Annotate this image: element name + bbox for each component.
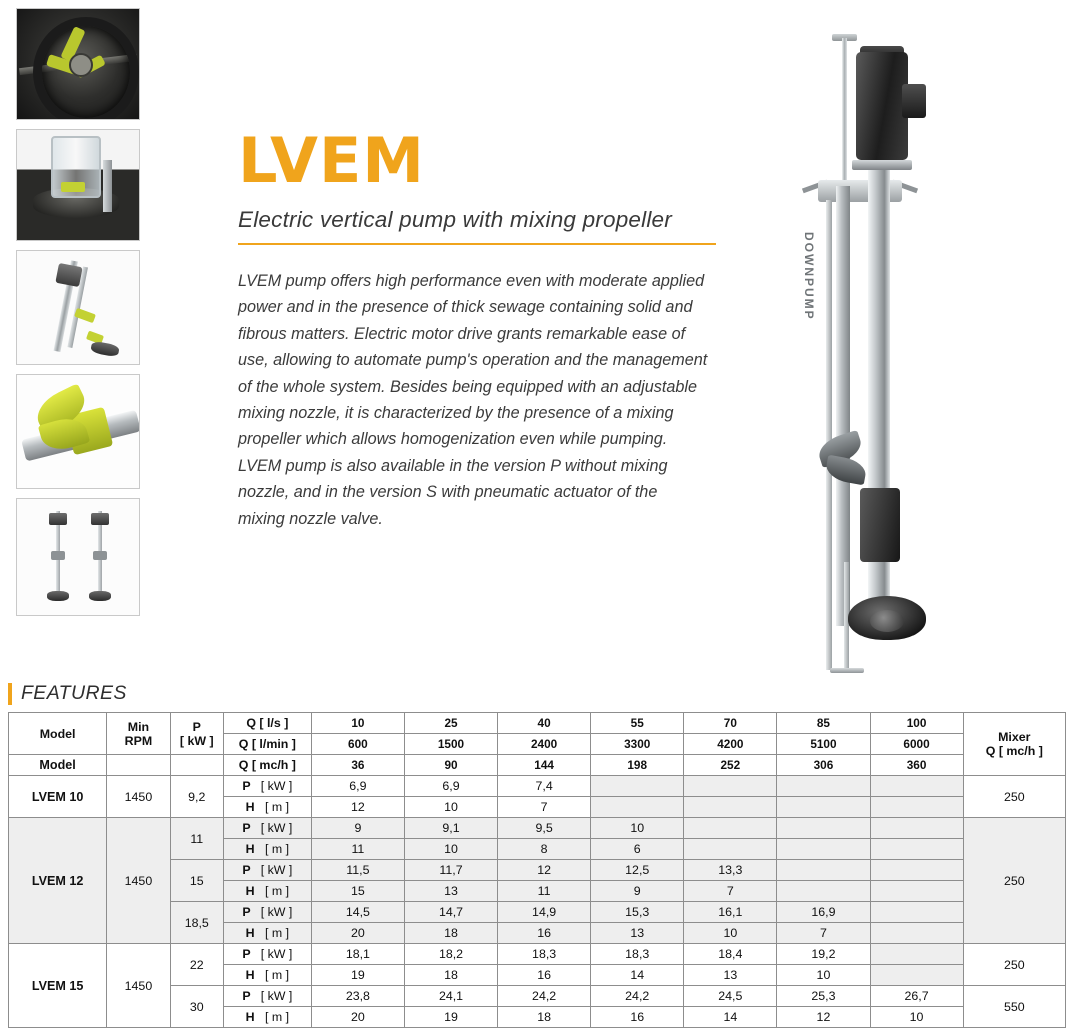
q-lmin-value: 3300 bbox=[591, 734, 684, 755]
cell-h: 13 bbox=[591, 923, 684, 944]
cell-p-empty bbox=[777, 776, 870, 797]
cell-h: 20 bbox=[311, 1007, 404, 1028]
cell-h: 11 bbox=[311, 839, 404, 860]
cell-h: 10 bbox=[684, 923, 777, 944]
row-model: LVEM 10 bbox=[9, 776, 107, 818]
row-label-p-unit: [ kW ] bbox=[260, 863, 293, 877]
cell-p-empty bbox=[777, 818, 870, 839]
table-row bbox=[9, 944, 1066, 965]
cell-p: 18,3 bbox=[498, 944, 591, 965]
product-title: LVEM bbox=[238, 124, 426, 197]
row-label-h-unit: [ m ] bbox=[264, 1010, 290, 1024]
row-label-p: P [ kW ] bbox=[223, 986, 311, 1007]
row-label-p: P [ kW ] bbox=[223, 860, 311, 881]
header-min-rpm bbox=[107, 713, 170, 755]
product-subtitle: Electric vertical pump with mixing propeller bbox=[238, 207, 672, 232]
cell-h: 15 bbox=[311, 881, 404, 902]
q-mch-value: 144 bbox=[498, 755, 591, 776]
thumb-green-propeller[interactable] bbox=[16, 374, 140, 489]
terminal-box bbox=[902, 84, 926, 118]
cell-h-empty bbox=[777, 881, 870, 902]
support-foot bbox=[830, 668, 864, 673]
row-power-rating: 30 bbox=[170, 986, 223, 1028]
cell-h: 19 bbox=[311, 965, 404, 986]
cell-p: 6,9 bbox=[311, 776, 404, 797]
pump-suction-inlet bbox=[870, 610, 904, 632]
cell-p: 19,2 bbox=[777, 944, 870, 965]
q-ls-value: 25 bbox=[404, 713, 497, 734]
pump-mid-fitting bbox=[51, 551, 65, 560]
row-label-p: P [ kW ] bbox=[223, 818, 311, 839]
row-label-h-unit: [ m ] bbox=[264, 842, 290, 856]
cell-h: 10 bbox=[404, 797, 497, 818]
table-row bbox=[9, 776, 1066, 797]
row-label-p: P [ kW ] bbox=[223, 776, 311, 797]
q-ls-value: 55 bbox=[591, 713, 684, 734]
cell-h: 12 bbox=[311, 797, 404, 818]
cell-p: 24,1 bbox=[404, 986, 497, 1007]
pump-base bbox=[89, 591, 111, 601]
q-ls-value: 85 bbox=[777, 713, 870, 734]
q-lmin-value: 5100 bbox=[777, 734, 870, 755]
row-label-p-unit: [ kW ] bbox=[260, 905, 293, 919]
cell-p: 24,5 bbox=[684, 986, 777, 1007]
cell-mixer: 250 bbox=[963, 818, 1065, 944]
side-pipe bbox=[103, 160, 112, 212]
mixing-nozzle bbox=[860, 488, 900, 562]
thumb-pump-pair[interactable] bbox=[16, 498, 140, 616]
cell-p-empty bbox=[684, 776, 777, 797]
cell-h: 18 bbox=[404, 923, 497, 944]
propeller-blade bbox=[824, 455, 868, 486]
row-label-h-unit: [ m ] bbox=[264, 800, 290, 814]
cell-mixer: 550 bbox=[963, 986, 1065, 1028]
header-mixer-line1: Mixer bbox=[998, 730, 1031, 744]
thumb-pump-head[interactable] bbox=[16, 129, 140, 241]
header-q-ls: Q [ l/s ] bbox=[223, 713, 311, 734]
header-q-lmin: Q [ l/min ] bbox=[223, 734, 311, 755]
q-lmin-value: 600 bbox=[311, 734, 404, 755]
header-power bbox=[170, 713, 223, 755]
pump-head bbox=[49, 513, 67, 525]
cell-p: 16,9 bbox=[777, 902, 870, 923]
cell-p: 12 bbox=[498, 860, 591, 881]
cell-p: 6,9 bbox=[404, 776, 497, 797]
row-label-h: H [ m ] bbox=[223, 839, 311, 860]
thumb-impeller-closeup[interactable] bbox=[16, 8, 140, 120]
pump-unit bbox=[85, 511, 115, 603]
cell-p: 23,8 bbox=[311, 986, 404, 1007]
cell-p: 18,2 bbox=[404, 944, 497, 965]
cell-mixer: 250 bbox=[963, 944, 1065, 986]
photo-background bbox=[17, 499, 139, 615]
pump-mid-fitting bbox=[93, 551, 107, 560]
row-label-h: H [ m ] bbox=[223, 923, 311, 944]
header-min-rpm-line2: RPM bbox=[124, 733, 153, 748]
cell-p-empty bbox=[684, 818, 777, 839]
q-mch-value: 90 bbox=[404, 755, 497, 776]
cell-h: 6 bbox=[591, 839, 684, 860]
cell-h: 7 bbox=[777, 923, 870, 944]
cell-p: 14,7 bbox=[404, 902, 497, 923]
q-mch-value: 360 bbox=[870, 755, 963, 776]
cell-p-empty bbox=[870, 776, 963, 797]
row-model: LVEM 15 bbox=[9, 944, 107, 1028]
features-accent-tick bbox=[8, 683, 12, 705]
row-label-p-unit: [ kW ] bbox=[260, 821, 293, 835]
specification-table bbox=[8, 712, 1066, 1028]
row-power-rating: 15 bbox=[170, 860, 223, 902]
row-power-rating: 11 bbox=[170, 818, 223, 860]
upper-shaft bbox=[842, 38, 847, 188]
q-mch-value: 36 bbox=[311, 755, 404, 776]
q-mch-value: 252 bbox=[684, 755, 777, 776]
cell-h: 19 bbox=[404, 1007, 497, 1028]
cell-h: 13 bbox=[684, 965, 777, 986]
header-q-mch: Q [ mc/h ] bbox=[223, 755, 311, 776]
electric-motor bbox=[856, 52, 908, 160]
cell-p: 11,5 bbox=[311, 860, 404, 881]
cell-h: 14 bbox=[591, 965, 684, 986]
row-label-h: H [ m ] bbox=[223, 1007, 311, 1028]
cell-h: 16 bbox=[498, 965, 591, 986]
q-mch-value: 306 bbox=[777, 755, 870, 776]
product-photo-main bbox=[760, 10, 1060, 690]
cell-h: 20 bbox=[311, 923, 404, 944]
green-nozzle bbox=[61, 182, 85, 192]
row-rpm: 1450 bbox=[107, 944, 170, 1028]
header-p-spacer bbox=[170, 755, 223, 776]
brand-vertical-label: DOWNPUMP bbox=[802, 232, 816, 321]
row-label-p-unit: [ kW ] bbox=[260, 779, 293, 793]
cell-h: 10 bbox=[777, 965, 870, 986]
thumb-full-pump[interactable] bbox=[16, 250, 140, 365]
row-label-p-unit: [ kW ] bbox=[260, 947, 293, 961]
cell-h-empty bbox=[684, 797, 777, 818]
cell-p: 15,3 bbox=[591, 902, 684, 923]
features-header bbox=[8, 682, 127, 705]
cell-h-empty bbox=[777, 839, 870, 860]
mixing-propeller bbox=[818, 430, 874, 490]
table-header-row-3 bbox=[9, 755, 1066, 776]
header-power-line2: [ kW ] bbox=[179, 733, 214, 748]
cell-h: 7 bbox=[498, 797, 591, 818]
cell-h: 18 bbox=[498, 1007, 591, 1028]
header-model-label: Model bbox=[9, 755, 107, 776]
cell-h-empty bbox=[870, 839, 963, 860]
cell-p: 16,1 bbox=[684, 902, 777, 923]
row-model: LVEM 12 bbox=[9, 818, 107, 944]
secondary-column bbox=[836, 186, 850, 626]
thumbnail-gallery bbox=[16, 8, 140, 625]
cell-p: 18,1 bbox=[311, 944, 404, 965]
cell-p: 11,7 bbox=[404, 860, 497, 881]
row-label-h: H [ m ] bbox=[223, 797, 311, 818]
cell-h: 7 bbox=[684, 881, 777, 902]
cell-h-empty bbox=[870, 923, 963, 944]
row-label-h-unit: [ m ] bbox=[264, 968, 290, 982]
cell-h: 9 bbox=[591, 881, 684, 902]
cell-p-empty bbox=[870, 944, 963, 965]
cell-h: 10 bbox=[870, 1007, 963, 1028]
cell-h-empty bbox=[870, 797, 963, 818]
q-ls-value: 70 bbox=[684, 713, 777, 734]
row-power-rating: 9,2 bbox=[170, 776, 223, 818]
cell-p: 9 bbox=[311, 818, 404, 839]
cell-p: 26,7 bbox=[870, 986, 963, 1007]
cell-p-empty bbox=[591, 776, 684, 797]
row-label-h: H [ m ] bbox=[223, 881, 311, 902]
pump-base bbox=[47, 591, 69, 601]
cell-p: 10 bbox=[591, 818, 684, 839]
cell-h: 8 bbox=[498, 839, 591, 860]
row-label-h-unit: [ m ] bbox=[264, 926, 290, 940]
q-lmin-value: 1500 bbox=[404, 734, 497, 755]
header-mixer-line2: Q [ mc/h ] bbox=[985, 744, 1043, 758]
cell-p: 24,2 bbox=[591, 986, 684, 1007]
cell-h-empty bbox=[777, 797, 870, 818]
header-mixer bbox=[963, 713, 1065, 776]
cell-p: 9,1 bbox=[404, 818, 497, 839]
cell-p: 9,5 bbox=[498, 818, 591, 839]
row-rpm: 1450 bbox=[107, 776, 170, 818]
cell-p: 12,5 bbox=[591, 860, 684, 881]
cell-p: 14,9 bbox=[498, 902, 591, 923]
q-ls-value: 40 bbox=[498, 713, 591, 734]
row-label-p-unit: [ kW ] bbox=[260, 989, 293, 1003]
cell-h: 10 bbox=[404, 839, 497, 860]
cell-h: 18 bbox=[404, 965, 497, 986]
features-title: FEATURES bbox=[21, 682, 127, 704]
impeller-hub bbox=[69, 53, 93, 77]
table-body bbox=[9, 776, 1066, 1028]
table-header-row-1 bbox=[9, 713, 1066, 734]
cell-h-empty bbox=[870, 965, 963, 986]
header-model: Model bbox=[9, 713, 107, 755]
cell-p-empty bbox=[777, 860, 870, 881]
title-divider bbox=[238, 243, 716, 245]
row-label-h: H [ m ] bbox=[223, 965, 311, 986]
cell-h: 14 bbox=[684, 1007, 777, 1028]
row-power-rating: 18,5 bbox=[170, 902, 223, 944]
motor-flange bbox=[852, 160, 912, 170]
row-power-rating: 22 bbox=[170, 944, 223, 986]
cell-p: 13,3 bbox=[684, 860, 777, 881]
cell-p: 18,3 bbox=[591, 944, 684, 965]
cell-h: 11 bbox=[498, 881, 591, 902]
cell-p-empty bbox=[870, 860, 963, 881]
q-mch-value: 198 bbox=[591, 755, 684, 776]
cell-p-empty bbox=[870, 818, 963, 839]
cell-p: 7,4 bbox=[498, 776, 591, 797]
cell-mixer: 250 bbox=[963, 776, 1065, 818]
header-rpm-spacer bbox=[107, 755, 170, 776]
cell-p: 18,4 bbox=[684, 944, 777, 965]
cell-h-empty bbox=[684, 839, 777, 860]
product-description: LVEM pump offers high performance even with moderate applied power and in the presence of thick sewage containing solid and fibrous matters. Electric motor drive grants remarkable ease of use, allowing to automate pump's operation and the management of the whole system. Besides being equipped with an adjustable mixing nozzle, it is characterized by the presence of a mixing propeller which allows homogenization even while pumping. LVEM pump is also available in the version P without mixing nozzle, and in the version S with pneumatic actuator of the mixing nozzle valve. bbox=[238, 272, 708, 528]
q-ls-value: 100 bbox=[870, 713, 963, 734]
q-lmin-value: 6000 bbox=[870, 734, 963, 755]
pump-head bbox=[91, 513, 109, 525]
cell-p-empty bbox=[870, 902, 963, 923]
q-ls-value: 10 bbox=[311, 713, 404, 734]
header-min-rpm-line1: Min bbox=[127, 719, 150, 734]
row-label-p: P [ kW ] bbox=[223, 944, 311, 965]
row-label-h-unit: [ m ] bbox=[264, 884, 290, 898]
cell-p: 25,3 bbox=[777, 986, 870, 1007]
cell-h: 13 bbox=[404, 881, 497, 902]
pump-unit bbox=[43, 511, 73, 603]
cell-h: 16 bbox=[498, 923, 591, 944]
table-row bbox=[9, 818, 1066, 839]
cell-h-empty bbox=[591, 797, 684, 818]
header-power-line1: P bbox=[192, 719, 201, 734]
pump-motor bbox=[55, 263, 82, 287]
q-lmin-value: 4200 bbox=[684, 734, 777, 755]
cell-h: 16 bbox=[591, 1007, 684, 1028]
cell-p: 14,5 bbox=[311, 902, 404, 923]
row-rpm: 1450 bbox=[107, 818, 170, 944]
row-label-p: P [ kW ] bbox=[223, 902, 311, 923]
q-lmin-value: 2400 bbox=[498, 734, 591, 755]
cell-p: 24,2 bbox=[498, 986, 591, 1007]
cell-h: 12 bbox=[777, 1007, 870, 1028]
cell-h-empty bbox=[870, 881, 963, 902]
specification-table-wrapper bbox=[8, 712, 1066, 1028]
